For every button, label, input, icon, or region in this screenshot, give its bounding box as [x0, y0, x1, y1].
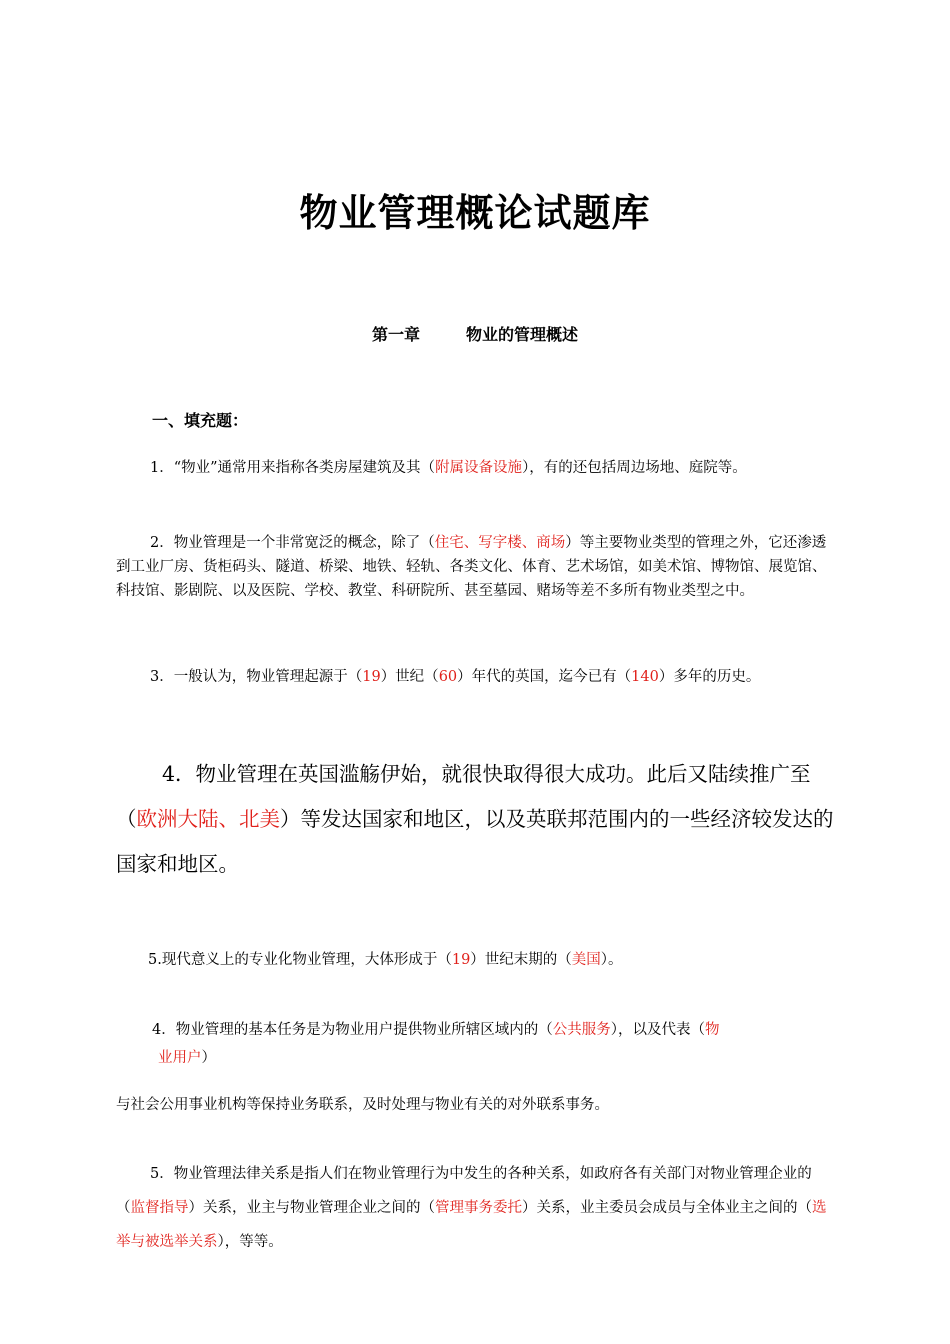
answer: 140	[631, 669, 659, 685]
question-item-4: 4．物业管理在英国滥觞伊始，就很快取得很大成功。此后又陆续推广至（欧洲大陆、北美）等发达国家和地区，以及英联邦范围内的一些经济较发达的国家和地区。	[116, 762, 834, 876]
question-item-5: 5.现代意义上的专业化物业管理，大体形成于（19）世纪末期的（美国）。	[148, 952, 623, 968]
section-heading: 一、填充题：	[152, 411, 249, 430]
chapter-name: 物业的管理概述	[466, 325, 579, 344]
answer: 19	[362, 669, 381, 685]
answer: 19	[451, 952, 471, 968]
answer: 物	[704, 1022, 720, 1038]
question-item-1: 1．“物业”通常用来指称各类房屋建筑及其（附属设备设施），有的还包括周边场地、庭院等。	[150, 460, 747, 476]
question-item-6-continuation: 与社会公用事业机构等保持业务联系，及时处理与物业有关的对外联系事务。	[116, 1097, 609, 1113]
item-number: 1．	[150, 460, 174, 476]
item-number: 5.	[148, 952, 162, 968]
answer: 公共服务	[552, 1022, 611, 1038]
question-item-6	[152, 1016, 842, 1072]
item-number: 4．	[152, 1022, 176, 1038]
answer: 住宅、写字楼、商场	[434, 535, 566, 551]
answer: 欧洲大陆、北美	[136, 807, 280, 831]
item-number: 5．	[150, 1166, 174, 1182]
question-item-7: 5．物业管理法律关系是指人们在物业管理行为中发生的各种关系，如政府各有关部门对物业管理企业的（监督指导）关系，业主与物业管理企业之间的（管理事务委托）关系，业主委员会成员与全体业主之间的（选举与被选举关系），等等。	[116, 1166, 827, 1250]
answer: 美国	[571, 952, 601, 968]
question-item-2: 2．物业管理是一个非常宽泛的概念，除了（住宅、写字楼、商场）等主要物业类型的管理之外，它还渗透到工业厂房、货柜码头、隧道、桥梁、地铁、轻轨、各类文化、体育、艺术场馆，如美术馆、博物馆、展览馆、科技馆、影剧院、以及医院、学校、教堂、科研院所、甚至墓园、赌场等差不多所有物业类型之中。	[116, 535, 827, 599]
item-line: 业用户）	[158, 1050, 216, 1066]
answer: 监督指导	[130, 1200, 189, 1216]
chapter-heading	[0, 322, 950, 345]
question-item-3: 3．一般认为，物业管理起源于（19）世纪（60）年代的英国，迄今已有（140）多年的历史。	[150, 669, 761, 685]
answer: 业用户	[158, 1050, 202, 1066]
answer: 选举与被选举关系	[116, 1200, 827, 1250]
answer: 附属设备设施	[435, 460, 523, 476]
item-line: 4．物业管理的基本任务是为物业用户提供物业所辖区域内的（公共服务），以及代表（物	[152, 1022, 720, 1038]
item-number: 2．	[150, 535, 174, 551]
item-number: 3．	[150, 669, 174, 685]
item-number: 4．	[162, 762, 196, 786]
document-title: 物业管理概论试题库	[299, 191, 651, 235]
answer: 60	[438, 669, 458, 685]
answer: 管理事务委托	[435, 1200, 522, 1216]
chapter-number: 第一章	[371, 325, 420, 344]
